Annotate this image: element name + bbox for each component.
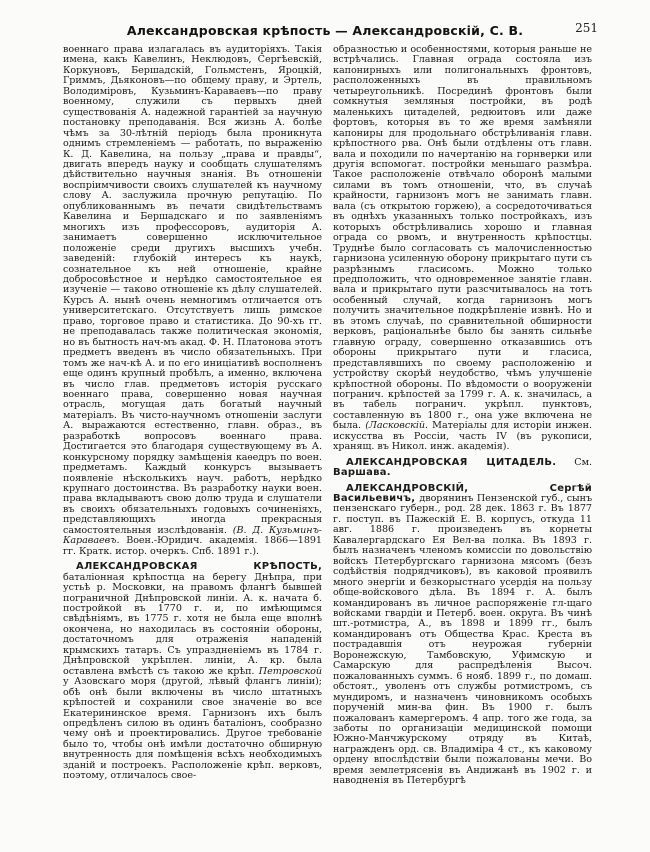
running-head xyxy=(0,20,650,39)
italic-name: Петровской xyxy=(258,665,322,677)
paragraph-krepost-continuation xyxy=(333,45,592,453)
column-left xyxy=(63,45,322,803)
text-run: дворянинъ Пензенской губ., сынъ пензенскаго губерн., род. 28 дек. 1863 г. Въ 1877 г. поступ. въ Пажескій Е. В. корпусъ, откуда 11 авг. 1886 г. произведенъ въ корнеты Кавалергардскаго Ея Вел-ва полка. Въ 1893 г. былъ назначенъ членомъ комиссіи по довольствію войскъ Петербургскаго гарнизона мясомъ (безъ содѣйствія подрядчиковъ), въ каковой проявилъ много энергіи и безкорыстнаго усердія на пользу обще-войскового дѣла. Въ 1894 г. А. былъ командированъ въ личное распоряженіе гл-щаго войсками гвардіи и Петерб. воен. округа. Въ чинѣ шт.-ротмистра, А., въ 1898 и 1899 гг., былъ командированъ отъ Общества Крас. Креста въ пострадавшія отъ неурожая губерніи Воронежскую, Тамбовскую, Уфимскую и Самарскую для распредѣленія Высоч. пожалованныхъ суммъ. 6 нояб. 1899 г., по домаш. обстоят., уволенъ отъ службы ротмистромъ, съ мундиромъ, и назначенъ чиновникомъ особыхъ порученій мин-ва фин. Въ 1900 г. былъ пожалованъ камергеромъ. 4 апр. того же года, за заботы по организаціи медицинской помощи Южно-Манчжурскому отряду въ Китаѣ, награжденъ орд. св. Владиміра 4 ст., къ каковому ордену впослѣдствіи были пожалованы мечи. Во время землетрясенія въ Андижанѣ въ 1902 г. и наводненія въ Петербургѣ xyxy=(333,493,592,787)
text-run: См. xyxy=(556,456,592,468)
bibliography-text: Матеріалы для исторіи инжен. искусства въ Россіи, часть IV (въ рукописи, хранящ. въ Никол. инж. академія). xyxy=(333,420,592,453)
running-head-title: Александровская крѣпость — Александровскій, С. В. xyxy=(126,23,524,38)
entry-aleksandrovskaya-krepost xyxy=(63,562,322,782)
entry-aleksandrovskij-sergej xyxy=(333,484,592,787)
bibliography-text: Воен.-Юридич. академія. 1866—1891 гг. Кратк. истор. очеркъ. Спб. 1891 г.). xyxy=(63,535,322,557)
text-run: у Азовскаго моря (другой, лѣвый флангъ линіи); обѣ онѣ были включены въ число штатныхъ крѣпостей и сохранили свое значеніе во все Екатерининское время. Гарнизонъ ихъ былъ опредѣленъ силою въ одинъ баталіонъ, сообразно чему онѣ и проектировались. Другое требованіе было то, чтобы онѣ имѣли достаточно обширную внутренность для помѣщенія всѣхъ необходимыхъ зданій и построекъ. Расположеніе крѣп. верковъ, поэтому, отличалось свое- xyxy=(63,676,322,782)
entry-title: АЛЕКСАНДРОВСКІЙ, Сергѣй Васильевичъ, xyxy=(333,482,592,505)
page-number: 251 xyxy=(575,21,598,35)
cross-reference: Варшава. xyxy=(333,467,391,479)
bibliography-author: (В. Д. Кузьминъ-Караваевъ. xyxy=(63,524,322,547)
text-run: баталіонная крѣпостца на берегу Днѣпра, при устьѣ р. Московки, на правомъ флангѣ бывшей пограничной Днѣпровской линіи. А. к. начата б. постройкой въ 1770 г. и, по имѣющимся свѣдѣніямъ, въ 1775 г. хотя не была еще вполнѣ окончена, но находилась въ состояніи обороны, достаточномъ для отраженія нападеній крымскихъ татаръ. Съ упраздненіемъ въ 1784 г. Днѣпровской укрѣплен. линіи, А. кр. была оставлена вмѣстѣ съ такою же крѣп. xyxy=(63,571,322,677)
bibliography-author: (Ласковскій. xyxy=(365,420,428,432)
text-run: военнаго права излагалась въ аудиторіяхъ. Такія имена, какъ Кавелинъ, Неклюдовъ, Сергѣевскій, Коркуновъ, Бершадскій, Гольмстенъ, Яроцкій, Гриммъ, Дьяконовъ—по общему праву, и Эртель, Володиміровъ, Кузьминъ-Караваевъ—по праву военному, служили съ первыхъ дней существованія А. надежной гарантіей за научную постановку преподаванія. Вся жизнь А. болѣе чѣмъ за 30-лѣтній періодъ была проникнута однимъ стремленіемъ — работать, по выраженію К. Д. Кавелина, на пользу „права и правды“, двигать впередъ науку и сообщать слушателямъ дѣйствительно научныя знанія. Въ отношеніи воспріимчивости своихъ слушателей къ научному слову А. заслужила прочную репутацію. По опубликованнымъ въ печати свидѣтельствамъ Кавелина и Бершадскаго и по заявленіямъ многихъ изъ профессоровъ, аудиторія А. занимаетъ совершенно исключительное положеніе среди другихъ высшихъ учебн. заведеній: глубокій интересъ къ наукѣ, сознательное къ ней отношеніе, крайне добросовѣстное и нерѣдко самостоятельное ея изученіе — таково отношеніе къ дѣлу слушателей. Курсъ А. нынѣ очень немногимъ отличается отъ университетскаго. Отсутствуетъ лишь римское право, торговое право и статистика. До 90-хъ гг. не преподавалась также политическая экономія, но въ бытность нач-мъ акад. Ф. Н. Платонова этотъ предметъ введенъ въ число обязательныхъ. При томъ же нач-кѣ А. и по его иниціативѣ восполненъ еще одинъ крупный пробѣлъ, а именно, включена въ число глав. предметовъ исторія русскаго военнаго права, совершенно новая научная отрасль, могущая дать богатый научный матеріалъ. Въ чисто-научномъ отношеніи заслуги А. выражаются естественно, главн. образ., въ разработкѣ вопросовъ военнаго права. Достигается это благодаря существующему въ А. конкурсному порядку замѣщенія каѳедръ по воен. предметамъ. Каждый конкурсъ вызываетъ появленіе нѣсколькихъ науч. работъ, нерѣдко крупнаго достоинства. Въ разработку науки воен. права вкладываютъ свою долю труда и слушатели въ своихъ обязательныхъ годовыхъ сочиненіяхъ, представляющихъ иногда прекрасныя самостоятельныя изслѣдованія. xyxy=(63,45,322,536)
column-right xyxy=(333,45,592,803)
entry-title: АЛЕКСАНДРОВСКАЯ КРѢПОСТЬ, xyxy=(76,561,322,573)
text-run: образностью и особенностями, которыя раньше не встрѣчались. Главная ограда состояла изъ капонирныхъ или полигональныхъ фронтовъ, расположенныхъ въ правильномъ четыреугольникѣ. Посрединѣ фронтовъ были сомкнутыя земляныя постройки, въ родѣ маленькихъ цитаделей, редюитовъ или даже фортовъ, которыя въ то же время замѣняли капониры для продольнаго обстрѣливанія главн. крѣпостного рва. Онѣ были отдѣлены отъ главн. вала и походили по начертанію на горнверки или другія вспомогат. постройки меньшаго размѣра. Такое расположеніе отвѣчало оборонѣ малыми силами въ томъ отношеніи, что, въ случаѣ крайности, гарнизонъ могъ не занимать главн. вала (съ открытою горжею), а сосредоточиваться въ однѣхъ указанныхъ только постройкахъ, изъ которыхъ обстрѣливались хорошо и главная ограда со рвомъ, и внутренность крѣпостцы. Труднѣе было согласовать съ малочисленностью гарнизона усиленную оборону прикрытаго пути съ разрѣзнымъ гласисомъ. Можно только предположить, что одновременное занятіе главн. вала и прикрытаго пути разсчитывалось на тотъ особенный случай, когда гарнизонъ могъ получить значительное подкрѣпленіе извнѣ. Но и въ этомъ случаѣ, по сравнительной обширности верковъ, раціональнѣе было бы занять сильнѣе главную ограду, совершенно отказавшись отъ обороны прикрытаго пути и гласиса, представлявшихъ по своему расположенію и устройству скорѣй неудобство, чѣмъ улучшеніе крѣпостной обороны. По вѣдомости о вооруженіи погранич. крѣпостей за 1799 г. А. к. значилась, а въ табель погранич. укрѣпл. пунктовъ, составленную въ 1800 г., она уже включена не была. xyxy=(333,45,592,432)
paragraph-academy-continuation xyxy=(63,45,322,557)
text-columns xyxy=(63,45,593,803)
entry-aleksandrovskaya-citadel xyxy=(333,458,592,479)
entry-title: АЛЕКСАНДРОВСКАЯ ЦИТАДЕЛЬ. xyxy=(346,456,557,468)
